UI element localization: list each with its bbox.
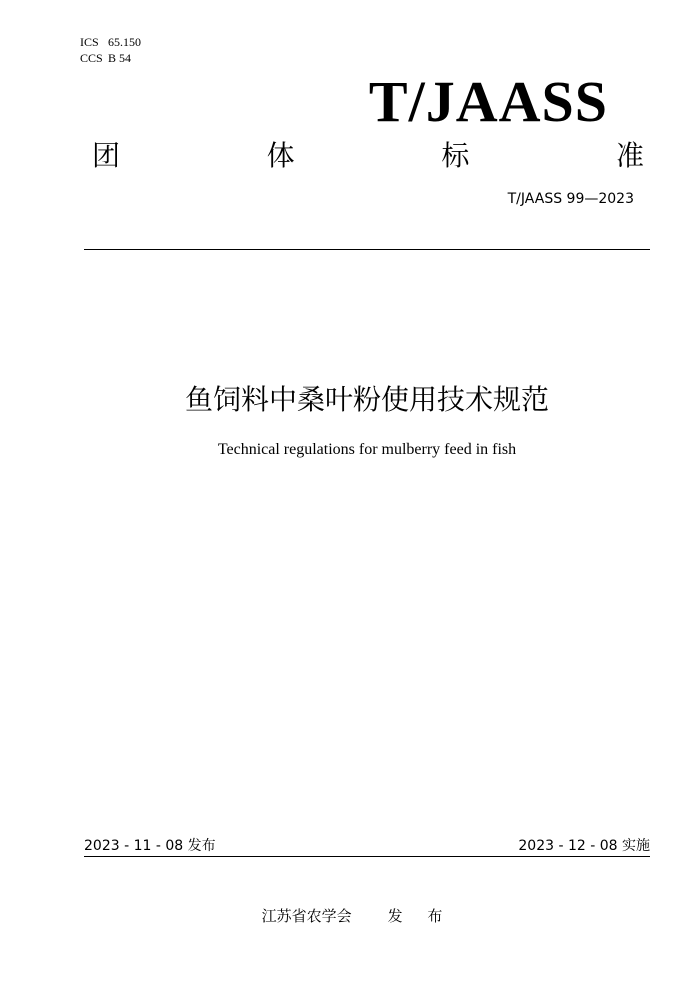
implementation-date: 2023 - 12 - 08 实施 <box>518 838 650 854</box>
ics-value: 65.150 <box>108 35 141 49</box>
publish-action: 发 布 <box>387 907 453 925</box>
standard-type-char: 准 <box>615 139 644 172</box>
standard-number: T/JAASS 99—2023 <box>507 191 634 207</box>
ccs-value: B 54 <box>108 51 132 65</box>
bottom-divider <box>84 856 650 857</box>
classification-codes <box>80 34 141 66</box>
ics-line <box>80 34 141 50</box>
standard-type-char: 体 <box>266 139 295 172</box>
publisher <box>0 905 700 926</box>
ccs-line <box>80 50 141 66</box>
standard-type-char: 标 <box>441 139 470 172</box>
title-chinese: 鱼饲料中桑叶粉使用技术规范 <box>184 383 549 416</box>
standard-type <box>92 134 644 174</box>
standard-type-char: 团 <box>92 139 121 172</box>
title-english: Technical regulations for mulberry feed in fish <box>217 441 517 458</box>
ccs-label: CCS <box>80 51 103 65</box>
publisher-name: 江苏省农学会 <box>261 907 352 925</box>
ics-label: ICS <box>80 35 99 49</box>
issue-date: 2023 - 11 - 08 发布 <box>84 838 216 854</box>
organization-logo: T/JAASS <box>368 69 608 134</box>
top-divider <box>84 249 650 250</box>
